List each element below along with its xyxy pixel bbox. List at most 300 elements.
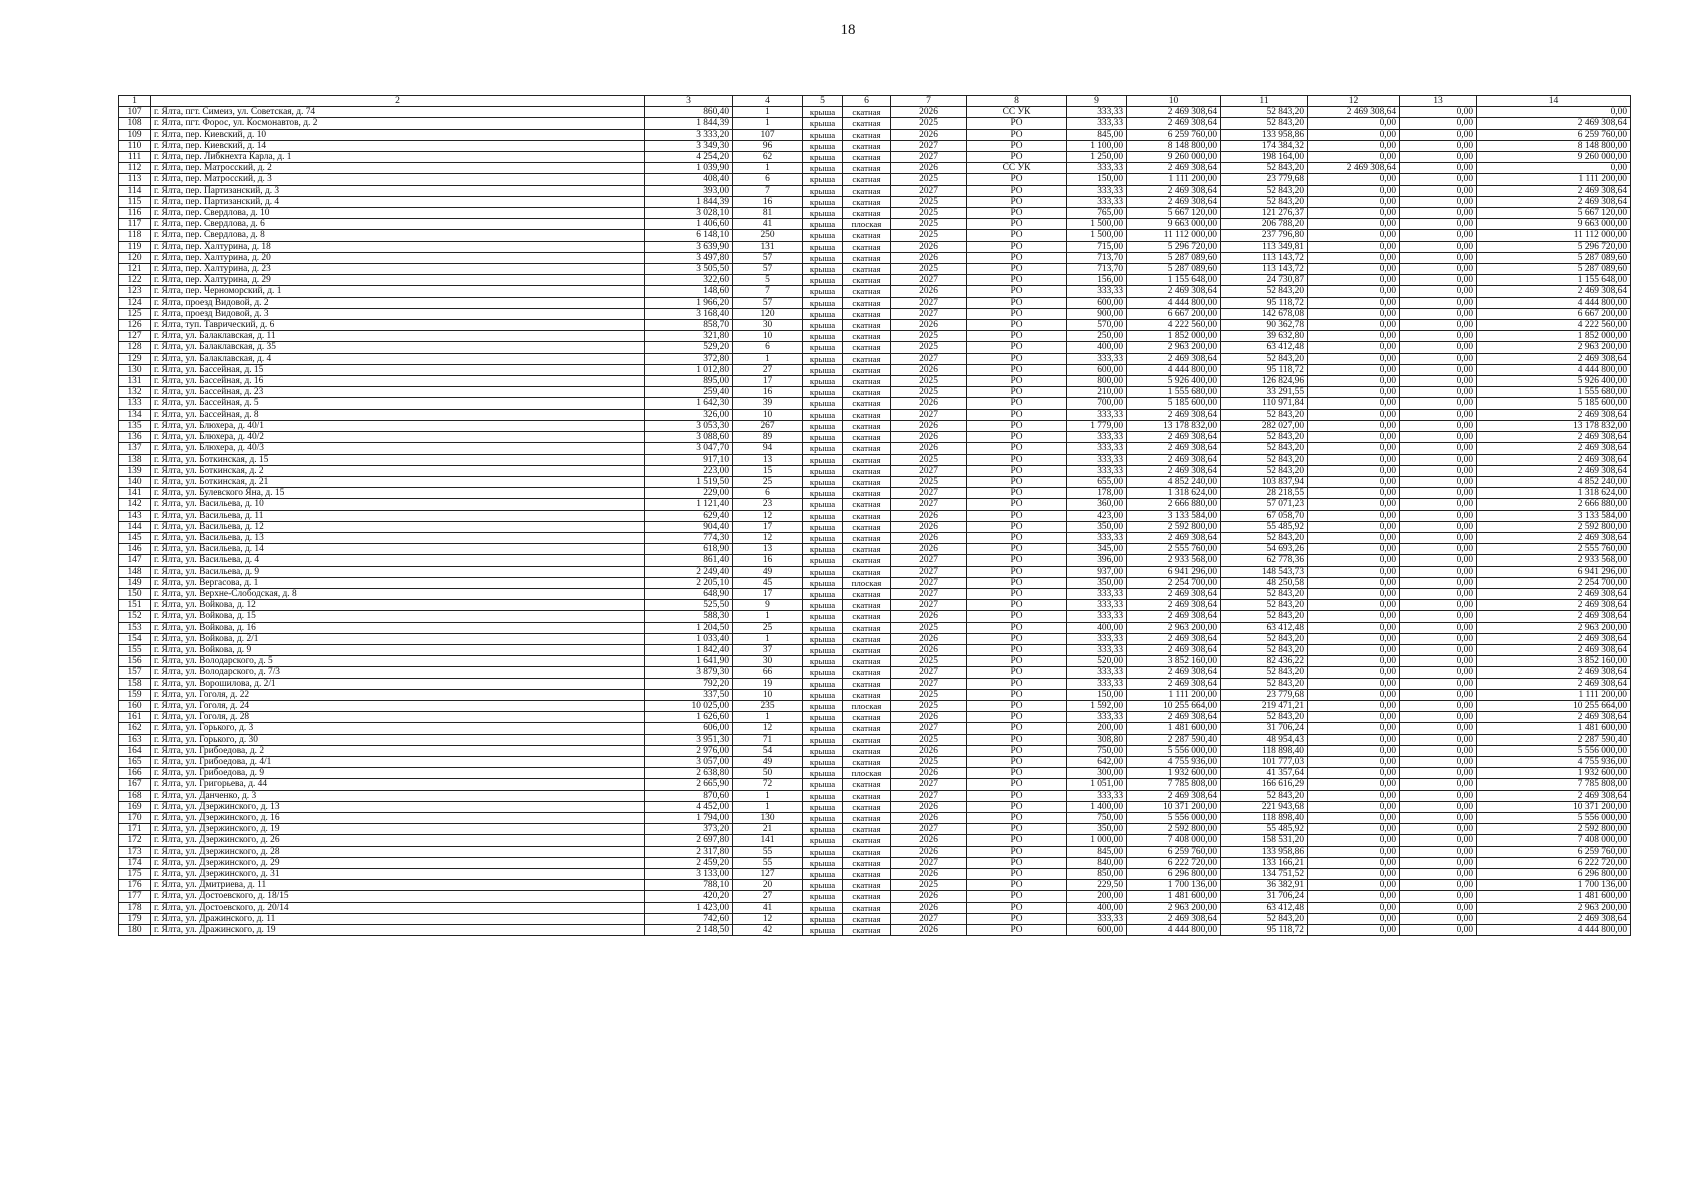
cell-unit-cost: 600,00: [1067, 925, 1127, 936]
cell-residents: 1: [733, 611, 803, 622]
cell-fund-other: 0,00: [1400, 320, 1477, 331]
cell-residents: 57: [733, 264, 803, 275]
cell-fund-owner: 0,00: [1308, 342, 1400, 353]
cell-row-number: 157: [119, 667, 151, 678]
cell-area: 223,00: [645, 465, 733, 476]
cell-owner-type: РО: [967, 118, 1067, 129]
cell-owner-type: РО: [967, 208, 1067, 219]
cell-fund-other: 0,00: [1400, 252, 1477, 263]
table-row: [119, 140, 1631, 151]
cell-year: 2026: [891, 544, 967, 555]
cell-owner-type: РО: [967, 308, 1067, 319]
cell-fund-owner: 0,00: [1308, 813, 1400, 824]
cell-control-cost: 121 276,37: [1221, 208, 1308, 219]
cell-roof-type: скатная: [843, 454, 891, 465]
cell-roof-type: скатная: [843, 185, 891, 196]
cell-residents: 13: [733, 454, 803, 465]
cell-fund-regional: 1 852 000,00: [1477, 331, 1631, 342]
cell-fund-regional: 5 287 089,60: [1477, 264, 1631, 275]
table-row: [119, 286, 1631, 297]
column-header: 14: [1477, 96, 1631, 107]
cell-fund-regional: 2 469 308,64: [1477, 913, 1631, 924]
cell-roof-type: скатная: [843, 488, 891, 499]
cell-row-number: 127: [119, 331, 151, 342]
cell-residents: 96: [733, 140, 803, 151]
cell-address: г. Ялта, пер. Свердлова, д. 8: [151, 230, 645, 241]
cell-owner-type: РО: [967, 756, 1067, 767]
cell-residents: 13: [733, 544, 803, 555]
cell-total-cost: 2 469 308,64: [1127, 532, 1221, 543]
cell-total-cost: 5 926 400,00: [1127, 376, 1221, 387]
cell-address: г. Ялта, ул. Балаклавская, д. 35: [151, 342, 645, 353]
cell-control-cost: 126 824,96: [1221, 376, 1308, 387]
cell-roof-type: скатная: [843, 331, 891, 342]
cell-element: крыша: [803, 700, 843, 711]
cell-residents: 41: [733, 219, 803, 230]
cell-fund-regional: 2 469 308,64: [1477, 611, 1631, 622]
cell-fund-owner: 0,00: [1308, 622, 1400, 633]
cell-roof-type: скатная: [843, 824, 891, 835]
cell-residents: 141: [733, 835, 803, 846]
cell-fund-regional: 2 469 308,64: [1477, 667, 1631, 678]
cell-control-cost: 52 843,20: [1221, 163, 1308, 174]
cell-total-cost: 4 755 936,00: [1127, 756, 1221, 767]
cell-fund-other: 0,00: [1400, 835, 1477, 846]
cell-roof-type: скатная: [843, 611, 891, 622]
cell-residents: 10: [733, 689, 803, 700]
cell-fund-owner: 0,00: [1308, 286, 1400, 297]
cell-element: крыша: [803, 152, 843, 163]
cell-unit-cost: 715,00: [1067, 241, 1127, 252]
cell-fund-owner: 0,00: [1308, 869, 1400, 880]
cell-address: г. Ялта, пер. Матросский, д. 3: [151, 174, 645, 185]
cell-year: 2025: [891, 656, 967, 667]
cell-fund-regional: 2 469 308,64: [1477, 443, 1631, 454]
cell-owner-type: РО: [967, 801, 1067, 812]
cell-control-cost: 52 843,20: [1221, 286, 1308, 297]
cell-year: 2025: [891, 622, 967, 633]
cell-area: 2 697,80: [645, 835, 733, 846]
cell-element: крыша: [803, 667, 843, 678]
cell-year: 2025: [891, 230, 967, 241]
cell-total-cost: 5 185 600,00: [1127, 398, 1221, 409]
cell-control-cost: 113 143,72: [1221, 264, 1308, 275]
cell-element: крыша: [803, 801, 843, 812]
cell-row-number: 133: [119, 398, 151, 409]
table-row: [119, 107, 1631, 118]
cell-owner-type: РО: [967, 723, 1067, 734]
cell-element: крыша: [803, 656, 843, 667]
cell-area: 6 148,10: [645, 230, 733, 241]
cell-fund-owner: 0,00: [1308, 925, 1400, 936]
cell-year: 2026: [891, 163, 967, 174]
cell-control-cost: 52 843,20: [1221, 107, 1308, 118]
cell-residents: 1: [733, 163, 803, 174]
cell-year: 2025: [891, 118, 967, 129]
cell-fund-other: 0,00: [1400, 129, 1477, 140]
cell-total-cost: 1 155 648,00: [1127, 275, 1221, 286]
cell-year: 2026: [891, 745, 967, 756]
cell-total-cost: 1 852 000,00: [1127, 331, 1221, 342]
cell-residents: 89: [733, 432, 803, 443]
cell-owner-type: РО: [967, 633, 1067, 644]
cell-roof-type: скатная: [843, 174, 891, 185]
cell-year: 2025: [891, 476, 967, 487]
cell-fund-regional: 3 133 584,00: [1477, 510, 1631, 521]
cell-fund-owner: 2 469 308,64: [1308, 163, 1400, 174]
cell-residents: 16: [733, 196, 803, 207]
cell-unit-cost: 400,00: [1067, 342, 1127, 353]
cell-row-number: 163: [119, 734, 151, 745]
table-row: [119, 521, 1631, 532]
cell-unit-cost: 156,00: [1067, 275, 1127, 286]
cell-owner-type: РО: [967, 521, 1067, 532]
table-row: [119, 376, 1631, 387]
cell-element: крыша: [803, 813, 843, 824]
cell-total-cost: 2 254 700,00: [1127, 577, 1221, 588]
cell-residents: 250: [733, 230, 803, 241]
table-row: [119, 723, 1631, 734]
table-row: [119, 813, 1631, 824]
cell-roof-type: скатная: [843, 420, 891, 431]
cell-fund-owner: 0,00: [1308, 588, 1400, 599]
cell-area: 3 168,40: [645, 308, 733, 319]
cell-element: крыша: [803, 275, 843, 286]
cell-address: г. Ялта, ул. Бассейная, д. 23: [151, 387, 645, 398]
cell-element: крыша: [803, 264, 843, 275]
cell-residents: 12: [733, 723, 803, 734]
cell-fund-regional: 0,00: [1477, 163, 1631, 174]
column-header: 6: [843, 96, 891, 107]
cell-unit-cost: 350,00: [1067, 577, 1127, 588]
cell-address: г. Ялта, пер. Халтурина, д. 18: [151, 241, 645, 252]
cell-element: крыша: [803, 219, 843, 230]
cell-fund-other: 0,00: [1400, 925, 1477, 936]
cell-year: 2025: [891, 174, 967, 185]
cell-element: крыша: [803, 129, 843, 140]
cell-residents: 71: [733, 734, 803, 745]
cell-owner-type: РО: [967, 331, 1067, 342]
cell-fund-other: 0,00: [1400, 376, 1477, 387]
cell-owner-type: РО: [967, 813, 1067, 824]
cell-residents: 81: [733, 208, 803, 219]
cell-unit-cost: 350,00: [1067, 521, 1127, 532]
cell-residents: 25: [733, 476, 803, 487]
cell-address: г. Ялта, ул. Дзержинского, д. 29: [151, 857, 645, 868]
cell-year: 2026: [891, 633, 967, 644]
table-row: [119, 387, 1631, 398]
cell-residents: 17: [733, 521, 803, 532]
cell-area: 3 028,10: [645, 208, 733, 219]
cell-fund-other: 0,00: [1400, 566, 1477, 577]
cell-unit-cost: 333,33: [1067, 465, 1127, 476]
cell-roof-type: скатная: [843, 376, 891, 387]
cell-fund-other: 0,00: [1400, 163, 1477, 174]
cell-fund-regional: 13 178 832,00: [1477, 420, 1631, 431]
cell-address: г. Ялта, ул. Боткинская, д. 21: [151, 476, 645, 487]
cell-residents: 130: [733, 813, 803, 824]
cell-year: 2026: [891, 521, 967, 532]
cell-element: крыша: [803, 880, 843, 891]
cell-residents: 20: [733, 880, 803, 891]
cell-control-cost: 31 706,24: [1221, 723, 1308, 734]
column-header: 13: [1400, 96, 1477, 107]
cell-row-number: 134: [119, 409, 151, 420]
cell-fund-other: 0,00: [1400, 678, 1477, 689]
cell-fund-other: 0,00: [1400, 633, 1477, 644]
cell-residents: 27: [733, 364, 803, 375]
cell-element: крыша: [803, 432, 843, 443]
cell-element: крыша: [803, 678, 843, 689]
cell-address: г. Ялта, ул. Блюхера, д. 40/1: [151, 420, 645, 431]
cell-unit-cost: 937,00: [1067, 566, 1127, 577]
cell-fund-owner: 0,00: [1308, 913, 1400, 924]
cell-area: 3 133,00: [645, 869, 733, 880]
column-header: 3: [645, 96, 733, 107]
cell-unit-cost: 229,50: [1067, 880, 1127, 891]
cell-element: крыша: [803, 824, 843, 835]
cell-element: крыша: [803, 913, 843, 924]
cell-fund-regional: 10 371 200,00: [1477, 801, 1631, 812]
cell-fund-regional: 2 469 308,64: [1477, 185, 1631, 196]
cell-unit-cost: 333,33: [1067, 532, 1127, 543]
cell-area: 3 349,30: [645, 140, 733, 151]
cell-fund-regional: 2 287 590,40: [1477, 734, 1631, 745]
cell-year: 2026: [891, 241, 967, 252]
cell-owner-type: РО: [967, 846, 1067, 857]
table-row: [119, 331, 1631, 342]
cell-roof-type: скатная: [843, 398, 891, 409]
cell-area: 337,50: [645, 689, 733, 700]
cell-area: 1 423,00: [645, 902, 733, 913]
table-row: [119, 196, 1631, 207]
table-row: [119, 712, 1631, 723]
cell-control-cost: 237 796,80: [1221, 230, 1308, 241]
cell-fund-owner: 0,00: [1308, 734, 1400, 745]
cell-unit-cost: 1 400,00: [1067, 801, 1127, 812]
table-row: [119, 656, 1631, 667]
cell-owner-type: РО: [967, 241, 1067, 252]
cell-year: 2027: [891, 566, 967, 577]
cell-area: 1 121,40: [645, 499, 733, 510]
cell-row-number: 111: [119, 152, 151, 163]
cell-address: г. Ялта, пер. Киевский, д. 10: [151, 129, 645, 140]
cell-element: крыша: [803, 241, 843, 252]
cell-fund-owner: 0,00: [1308, 420, 1400, 431]
cell-address: г. Ялта, ул. Дмитриева, д. 11: [151, 880, 645, 891]
cell-element: крыша: [803, 790, 843, 801]
cell-row-number: 114: [119, 185, 151, 196]
cell-residents: 57: [733, 252, 803, 263]
table-row: [119, 611, 1631, 622]
cell-address: г. Ялта, ул. Васильева, д. 11: [151, 510, 645, 521]
cell-fund-regional: 4 444 800,00: [1477, 925, 1631, 936]
cell-fund-other: 0,00: [1400, 813, 1477, 824]
cell-roof-type: скатная: [843, 678, 891, 689]
cell-year: 2026: [891, 813, 967, 824]
cell-control-cost: 31 706,24: [1221, 891, 1308, 902]
column-header: 5: [803, 96, 843, 107]
cell-fund-owner: 0,00: [1308, 555, 1400, 566]
cell-total-cost: 2 469 308,64: [1127, 913, 1221, 924]
cell-year: 2027: [891, 275, 967, 286]
cell-area: 792,20: [645, 678, 733, 689]
cell-row-number: 122: [119, 275, 151, 286]
cell-control-cost: 54 693,26: [1221, 544, 1308, 555]
cell-year: 2026: [891, 252, 967, 263]
cell-fund-other: 0,00: [1400, 342, 1477, 353]
cell-row-number: 174: [119, 857, 151, 868]
cell-area: 618,90: [645, 544, 733, 555]
cell-address: г. Ялта, ул. Дзержинского, д. 26: [151, 835, 645, 846]
cell-row-number: 165: [119, 756, 151, 767]
cell-fund-regional: 2 469 308,64: [1477, 409, 1631, 420]
cell-roof-type: скатная: [843, 308, 891, 319]
cell-roof-type: скатная: [843, 286, 891, 297]
table-row: [119, 297, 1631, 308]
cell-address: г. Ялта, пер. Либкнехта Карла, д. 1: [151, 152, 645, 163]
cell-owner-type: РО: [967, 566, 1067, 577]
cell-owner-type: РО: [967, 420, 1067, 431]
cell-row-number: 156: [119, 656, 151, 667]
cell-roof-type: скатная: [843, 387, 891, 398]
cell-residents: 1: [733, 712, 803, 723]
cell-control-cost: 134 751,52: [1221, 869, 1308, 880]
cell-area: 1 204,50: [645, 622, 733, 633]
cell-residents: 1: [733, 801, 803, 812]
cell-fund-regional: 2 666 880,00: [1477, 499, 1631, 510]
cell-year: 2026: [891, 432, 967, 443]
cell-area: 1 642,30: [645, 398, 733, 409]
cell-year: 2025: [891, 331, 967, 342]
cell-residents: 15: [733, 465, 803, 476]
table-row: [119, 443, 1631, 454]
cell-area: 1 039,90: [645, 163, 733, 174]
cell-fund-regional: 2 963 200,00: [1477, 902, 1631, 913]
cell-control-cost: 52 843,20: [1221, 185, 1308, 196]
cell-unit-cost: 150,00: [1067, 689, 1127, 700]
cell-year: 2026: [891, 443, 967, 454]
cell-element: крыша: [803, 308, 843, 319]
cell-address: г. Ялта, пер. Партизанский, д. 3: [151, 185, 645, 196]
cell-fund-owner: 0,00: [1308, 667, 1400, 678]
cell-row-number: 141: [119, 488, 151, 499]
cell-total-cost: 2 469 308,64: [1127, 465, 1221, 476]
cell-unit-cost: 333,33: [1067, 163, 1127, 174]
cell-unit-cost: 1 500,00: [1067, 219, 1127, 230]
table-row: [119, 667, 1631, 678]
cell-total-cost: 11 112 000,00: [1127, 230, 1221, 241]
cell-address: г. Ялта, ул. Достоевского, д. 20/14: [151, 902, 645, 913]
cell-area: 372,80: [645, 353, 733, 364]
cell-fund-regional: 2 933 568,00: [1477, 555, 1631, 566]
cell-address: г. Ялта, туп. Таврический, д. 6: [151, 320, 645, 331]
cell-element: крыша: [803, 723, 843, 734]
cell-fund-other: 0,00: [1400, 667, 1477, 678]
cell-owner-type: РО: [967, 476, 1067, 487]
cell-year: 2025: [891, 734, 967, 745]
cell-fund-other: 0,00: [1400, 286, 1477, 297]
cell-residents: 30: [733, 656, 803, 667]
cell-row-number: 140: [119, 476, 151, 487]
cell-fund-regional: 0,00: [1477, 107, 1631, 118]
cell-element: крыша: [803, 891, 843, 902]
table-row: [119, 801, 1631, 812]
cell-control-cost: 110 971,84: [1221, 398, 1308, 409]
cell-row-number: 116: [119, 208, 151, 219]
cell-roof-type: скатная: [843, 633, 891, 644]
cell-row-number: 112: [119, 163, 151, 174]
cell-year: 2026: [891, 925, 967, 936]
cell-fund-other: 0,00: [1400, 353, 1477, 364]
cell-residents: 7: [733, 185, 803, 196]
cell-element: крыша: [803, 476, 843, 487]
cell-total-cost: 1 555 680,00: [1127, 387, 1221, 398]
cell-element: крыша: [803, 331, 843, 342]
cell-roof-type: плоская: [843, 219, 891, 230]
cell-total-cost: 6 667 200,00: [1127, 308, 1221, 319]
cell-roof-type: скатная: [843, 196, 891, 207]
cell-fund-regional: 5 185 600,00: [1477, 398, 1631, 409]
cell-unit-cost: 850,00: [1067, 869, 1127, 880]
cell-fund-regional: 2 592 800,00: [1477, 824, 1631, 835]
cell-element: крыша: [803, 353, 843, 364]
cell-fund-owner: 0,00: [1308, 700, 1400, 711]
cell-roof-type: скатная: [843, 342, 891, 353]
cell-residents: 37: [733, 644, 803, 655]
cell-unit-cost: 333,33: [1067, 107, 1127, 118]
cell-address: г. Ялта, ул. Дражинского, д. 11: [151, 913, 645, 924]
cell-total-cost: 2 469 308,64: [1127, 443, 1221, 454]
table-row: [119, 891, 1631, 902]
cell-residents: 10: [733, 409, 803, 420]
cell-row-number: 152: [119, 611, 151, 622]
cell-area: 1 844,39: [645, 196, 733, 207]
cell-area: 259,40: [645, 387, 733, 398]
cell-control-cost: 133 958,86: [1221, 129, 1308, 140]
cell-fund-regional: 2 469 308,64: [1477, 118, 1631, 129]
cell-fund-owner: 0,00: [1308, 756, 1400, 767]
cell-total-cost: 2 469 308,64: [1127, 118, 1221, 129]
cell-owner-type: РО: [967, 275, 1067, 286]
cell-unit-cost: 333,33: [1067, 409, 1127, 420]
cell-owner-type: РО: [967, 443, 1067, 454]
cell-row-number: 154: [119, 633, 151, 644]
cell-fund-owner: 0,00: [1308, 331, 1400, 342]
cell-roof-type: скатная: [843, 857, 891, 868]
cell-roof-type: скатная: [843, 555, 891, 566]
cell-residents: 19: [733, 678, 803, 689]
cell-unit-cost: 1 100,00: [1067, 140, 1127, 151]
cell-address: г. Ялта, ул. Дзержинского, д. 16: [151, 813, 645, 824]
cell-unit-cost: 333,33: [1067, 432, 1127, 443]
cell-control-cost: 52 843,20: [1221, 790, 1308, 801]
cell-owner-type: РО: [967, 465, 1067, 476]
cell-address: г. Ялта, ул. Дражинского, д. 19: [151, 925, 645, 936]
cell-roof-type: скатная: [843, 140, 891, 151]
cell-control-cost: 90 362,78: [1221, 320, 1308, 331]
cell-unit-cost: 423,00: [1067, 510, 1127, 521]
cell-year: 2026: [891, 532, 967, 543]
cell-total-cost: 2 963 200,00: [1127, 902, 1221, 913]
cell-element: крыша: [803, 689, 843, 700]
cell-year: 2026: [891, 398, 967, 409]
cell-address: г. Ялта, пер. Халтурина, д. 29: [151, 275, 645, 286]
cell-total-cost: 6 296 800,00: [1127, 869, 1221, 880]
cell-roof-type: скатная: [843, 588, 891, 599]
cell-year: 2025: [891, 219, 967, 230]
cell-element: крыша: [803, 174, 843, 185]
